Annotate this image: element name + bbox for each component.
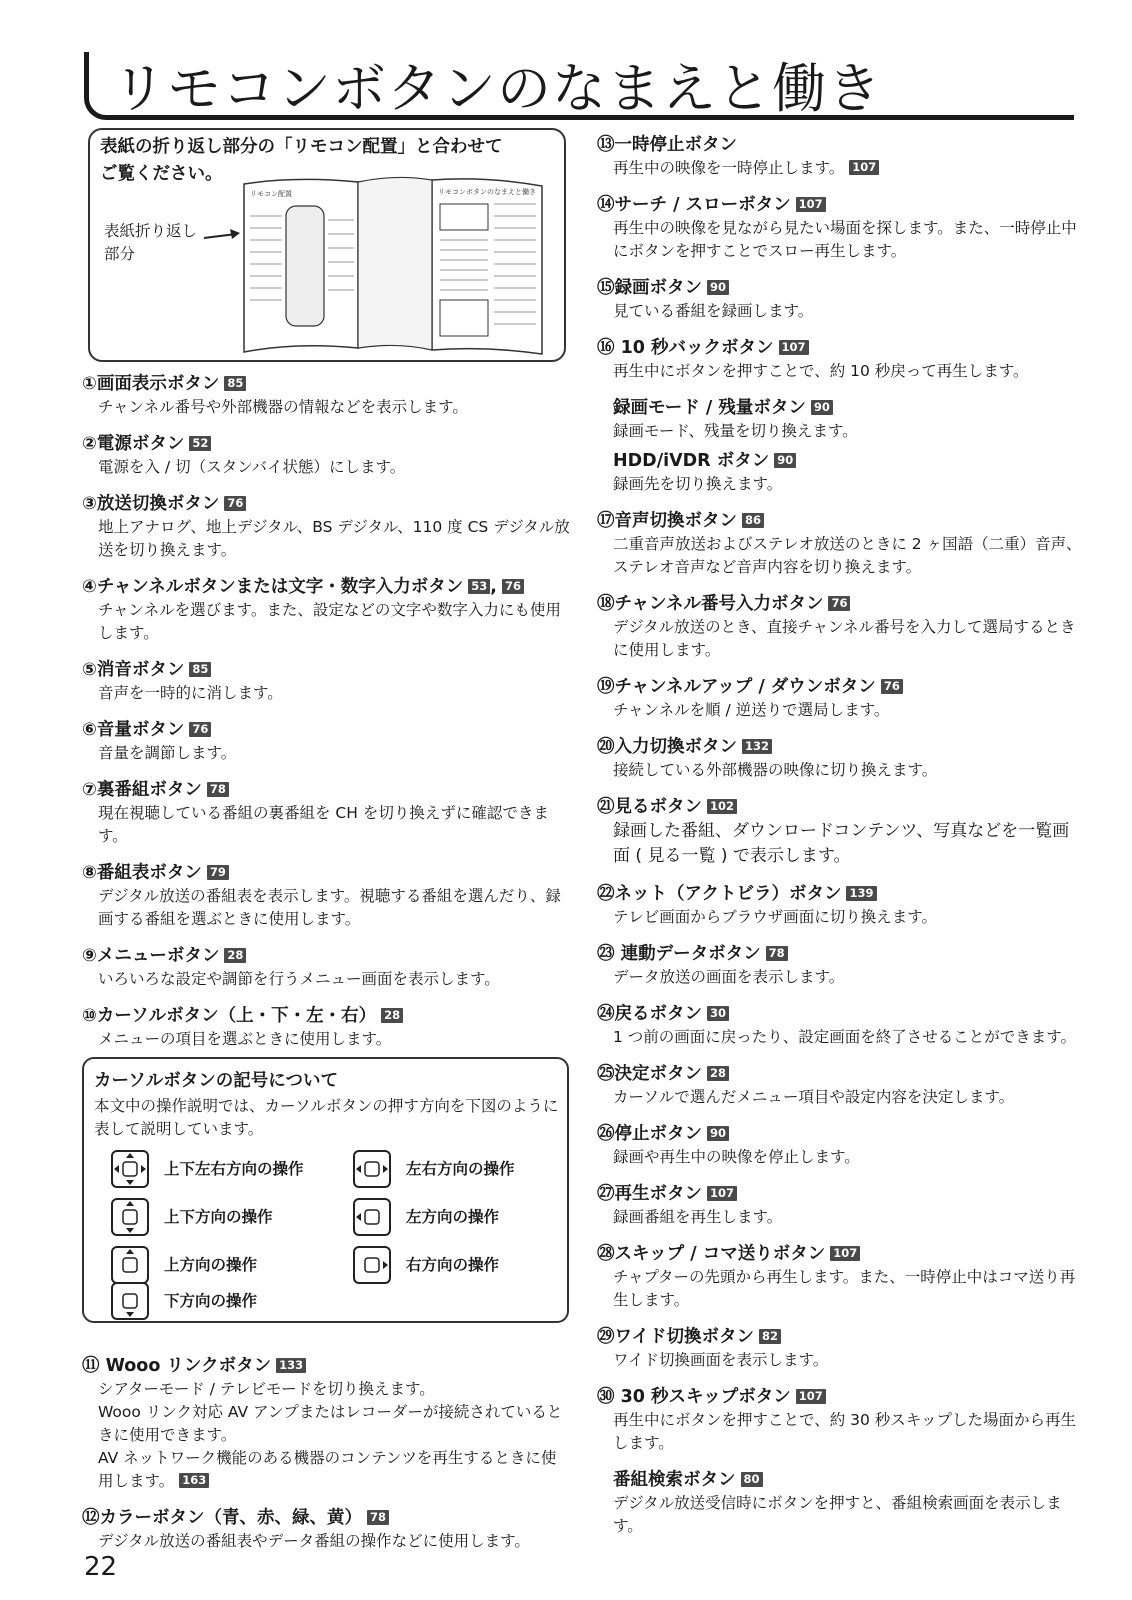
page-ref: 107 <box>707 1186 737 1201</box>
button-entry: ⑥音量ボタン 76 音量を調節します。 <box>82 720 237 762</box>
page-ref: 80 <box>741 1472 763 1487</box>
page-ref: 90 <box>811 400 833 415</box>
page-ref: 139 <box>846 886 876 901</box>
left-column <box>82 372 570 1064</box>
button-entry: 番組検索ボタン 80 デジタル放送受信時にボタンを押すと、番組検索画面を表示します。 <box>613 1470 1062 1535</box>
page-ref: 52 <box>189 436 211 451</box>
button-entry: ⑤消音ボタン 85 音声を一時的に消します。 <box>82 660 283 702</box>
cursor-box-intro: 本文中の操作説明では、カーソルボタンの押す方向を下図のように表して説明しています。 <box>94 1097 559 1138</box>
button-entry: ⑯ 10 秒バックボタン 107 再生中にボタンを押すことで、約 10 秒戻って再生します。 <box>597 338 1029 380</box>
button-entry: ㉖停止ボタン 90 録画や再生中の映像を停止します。 <box>597 1124 860 1166</box>
page-ref: 107 <box>830 1246 860 1261</box>
button-entry: ㉗再生ボタン 107 録画番組を再生します。 <box>597 1184 783 1226</box>
page-ref: 82 <box>759 1329 781 1344</box>
cover-note-box <box>88 128 566 362</box>
cursor-symbol: 上下左右方向の操作 <box>110 1149 350 1185</box>
button-entry: ⑳入力切換ボタン 132 接続している外部機器の映像に切り換えます。 <box>597 737 938 779</box>
cursor-symbol: 上方向の操作 <box>110 1245 350 1281</box>
page-ref: 78 <box>367 1510 389 1525</box>
page-ref: 107 <box>796 197 826 212</box>
booklet-illustration <box>236 176 556 360</box>
page-ref: 107 <box>849 160 879 175</box>
button-entry: ⑨メニューボタン 28 いろいろな設定や調節を行うメニュー画面を表示します。 <box>82 946 500 988</box>
button-entry: ①画面表示ボタン 85 チャンネル番号や外部機器の情報などを表示します。 <box>82 374 468 416</box>
button-entry: 録画モード / 残量ボタン 90 録画モード、残量を切り換えます。 <box>613 398 858 440</box>
button-entry: ㉒ネット（アクトビラ）ボタン 139 テレビ画面からブラウザ画面に切り換えます。 <box>597 884 937 926</box>
booklet-left-title: リモコン配置 <box>250 190 292 198</box>
page-ref: 76 <box>224 496 246 511</box>
button-entry: ②電源ボタン 52 電源を入 / 切（スタンバイ状態）にします。 <box>82 434 406 476</box>
page-ref: 163 <box>179 1473 209 1488</box>
page-ref: 102 <box>707 799 737 814</box>
cursor-left-icon <box>352 1197 392 1237</box>
page-ref: 85 <box>224 376 246 391</box>
button-entry: ㉚ 30 秒スキップボタン 107 再生中にボタンを押すことで、約 30 秒スキップした場面から再生します。 <box>597 1387 1076 1452</box>
page-ref: 28 <box>381 1008 403 1023</box>
page-number: 22 <box>84 1552 118 1582</box>
cursor-all-icon <box>110 1149 150 1189</box>
button-entry: ㉘スキップ / コマ送りボタン 107 チャプターの先頭から再生します。また、一時停止中はコマ送り再生します。 <box>597 1244 1076 1309</box>
button-entry: ⑲チャンネルアップ / ダウンボタン 76 チャンネルを順 / 逆送りで選局します。 <box>597 675 1082 722</box>
page-ref: 76 <box>502 579 524 594</box>
cursor-symbol: 右方向の操作 <box>352 1245 592 1281</box>
button-entry: ⑰音声切換ボタン 86 二重音声放送およびステレオ放送のときに 2 ヶ国語（二重）音声、ステレオ音声など音声内容を切り換えます。 <box>597 511 1082 576</box>
page-ref: 132 <box>742 739 772 754</box>
button-entry: ⑪ Wooo リンクボタン 133 シアターモード / テレビモードを切り換えます。 Wooo リンク対応 AV アンプまたはレコーダーが接続されているときに使用できます。 AV ネットワーク機能のある機器のコンテンツを再生するときに使用します。 163 <box>82 1356 563 1490</box>
cover-flap-label: 表紙折り返し 部分 <box>104 222 198 263</box>
page-ref: 76 <box>189 722 211 737</box>
page-ref: 133 <box>276 1358 306 1373</box>
left-column-bottom <box>82 1354 570 1566</box>
cursor-box-title: カーソルボタンの記号について <box>94 1071 338 1091</box>
cursor-symbol: 左右方向の操作 <box>352 1149 592 1185</box>
button-entry: ㉙ワイド切換ボタン 82 ワイド切換画面を表示します。 <box>597 1327 829 1369</box>
page-ref: 85 <box>189 662 211 677</box>
button-entry: ㉔戻るボタン 30 1 つ前の画面に戻ったり、設定画面を終了させることができます。 <box>597 1004 1077 1046</box>
page-ref: 79 <box>207 865 229 880</box>
cover-note-text: 表紙の折り返し部分の「リモコン配置」と合わせて ご覧ください。 <box>100 137 503 184</box>
button-entry: ⑱チャンネル番号入力ボタン 76 デジタル放送のとき、直接チャンネル番号を入力して選局するときに使用します。 <box>597 594 1076 659</box>
button-entry: ⑦裏番組ボタン 78 現在視聴している番組の裏番組を CH を切り換えずに確認できます。 <box>82 780 549 845</box>
booklet-right-title: リモコンボタンのなまえと働き <box>438 188 536 196</box>
page-ref: 30 <box>707 1006 729 1021</box>
cursor-right-icon <box>352 1245 392 1285</box>
button-entry: HDD/iVDR ボタン 90 録画先を切り換えます。 <box>597 449 1082 496</box>
button-entry: ⑮録画ボタン 90 見ている番組を録画します。 <box>597 278 814 320</box>
button-entry: ⑬一時停止ボタン 再生中の映像を一時停止します。 107 <box>597 133 1082 180</box>
button-entry: ㉓ 連動データボタン 78 データ放送の画面を表示します。 <box>597 944 845 986</box>
page-title: リモコンボタンのなまえと働き <box>112 57 882 120</box>
button-entry: ⑭サーチ / スローボタン 107 再生中の映像を見ながら見たい場面を探します。また、一時停止中にボタンを押すことでスロー再生します。 <box>597 195 1077 260</box>
page-ref: 53 <box>468 579 490 594</box>
button-entry: ⑧番組表ボタン 79 デジタル放送の番組表を表示します。視聴する番組を選んだり、録画する番組を選ぶときに使用します。 <box>82 863 561 928</box>
cursor-symbol: 上下方向の操作 <box>110 1197 350 1233</box>
button-entry: ㉕決定ボタン 28 カーソルで選んだメニュー項目や設定内容を決定します。 <box>597 1064 1015 1106</box>
page-ref: 76 <box>828 596 850 611</box>
page-ref: 28 <box>707 1066 729 1081</box>
remote-drawing <box>286 206 324 326</box>
cursor-left-right-icon <box>352 1149 392 1189</box>
button-entry: ㉑見るボタン 102 録画した番組、ダウンロードコンテンツ、写真などを一覧画面 ( 見る一覧 ) で表示します。 <box>597 797 1070 866</box>
right-column <box>597 133 1082 1551</box>
page-ref: 90 <box>707 280 729 295</box>
page-ref: 107 <box>796 1389 826 1404</box>
page-ref: 90 <box>707 1126 729 1141</box>
cursor-symbols-box <box>82 1057 569 1323</box>
page-ref: 107 <box>779 340 809 355</box>
cursor-up-icon <box>110 1245 150 1285</box>
page-ref: 86 <box>742 513 764 528</box>
page-ref: 78 <box>766 946 788 961</box>
button-entry: ④チャンネルボタンまたは文字・数字入力ボタン 53 , 76 チャンネルを選びます。また、設定などの文字や数字入力にも使用します。 <box>82 577 561 642</box>
cursor-symbol: 左方向の操作 <box>352 1197 592 1233</box>
button-entry: ⑩カーソルボタン（上・下・左・右） 28 メニューの項目を選ぶときに使用します。 <box>82 1004 570 1051</box>
button-entry: ⑫カラーボタン（青、赤、緑、黄） 78 デジタル放送の番組表やデータ番組の操作などに使用します。 <box>82 1508 530 1550</box>
cursor-up-down-icon <box>110 1197 150 1237</box>
page-ref: 76 <box>881 679 903 694</box>
page-ref: 90 <box>774 453 796 468</box>
cursor-down-icon <box>110 1281 150 1321</box>
page-ref: 78 <box>207 782 229 797</box>
page-ref: 28 <box>224 948 246 963</box>
cursor-symbol: 下方向の操作 <box>110 1281 350 1317</box>
button-entry: ③放送切換ボタン 76 地上アナログ、地上デジタル、BS デジタル、110 度 CS デジタル放送を切り換えます。 <box>82 494 570 559</box>
